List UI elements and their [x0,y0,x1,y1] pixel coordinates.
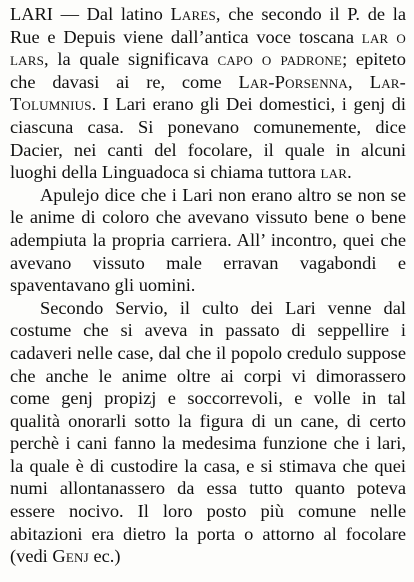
text-segment: Apulejo dice che i Lari non erano altro se non se le anime di coloro che avevano vissuto bene o bene adempiuta la propria carriera. All’ incontro, quei che avevano vissuto male erravan vagabondi e spaventavano gli uomini. [10,184,406,296]
paragraph-servio [10,297,406,568]
article-text [10,3,406,568]
text-segment: . I Lari erano gli Dei domestici, i genj di ciascuna casa. Si ponevano comunemente, dice Dacier, nei canti del focolare, il quale in alcuni luoghi della Linguadoca si chiama tuttora [10,94,406,183]
paragraph-apulejo [10,184,406,297]
text-segment: , che secondo il P. de la Rue e Depuis viene dall’antica voce toscana [10,4,407,47]
term-lar: lar [320,162,348,183]
text-segment: LARI — Dal latino [10,4,171,24]
term-lares: Lares [170,4,216,24]
text-segment: , la quale significava [44,49,218,70]
text-segment: ; epiteto che davasi ai re, come [10,49,406,92]
text-segment: . [347,162,352,183]
text-segment: Secondo Servio, il culto dei Lari venne dal costume che si aveva in passato di seppellire i cadaveri nelle case, dal che il popolo credulo suppose che anche le anime oltre ai corpi vi dimorassero come genj propizj e soccorrevoli, e volle in tal qualità onorarli sotto la figura di un cane, di certo perchè i cani fanno la medesima funzione che i lari, la quale è di custodire la casa, e si stimava che quei numi allontanassero da essa tutto quanto poteva essere nocivo. Il loro posto più comune nelle abitazioni era dietro la porta o attorno al focolare (vedi [10,297,406,567]
paragraph-lari-definition [10,3,406,184]
term-lar-porsenna: Lar-Porsenna, Lar-Tolumnius [10,71,406,115]
term-lar-o-lars: lar o lars [10,26,406,70]
term-capo-o-padrone: capo o padrone [217,49,343,70]
term-genj: Genj [52,546,89,567]
text-segment: ec.) [88,546,121,567]
